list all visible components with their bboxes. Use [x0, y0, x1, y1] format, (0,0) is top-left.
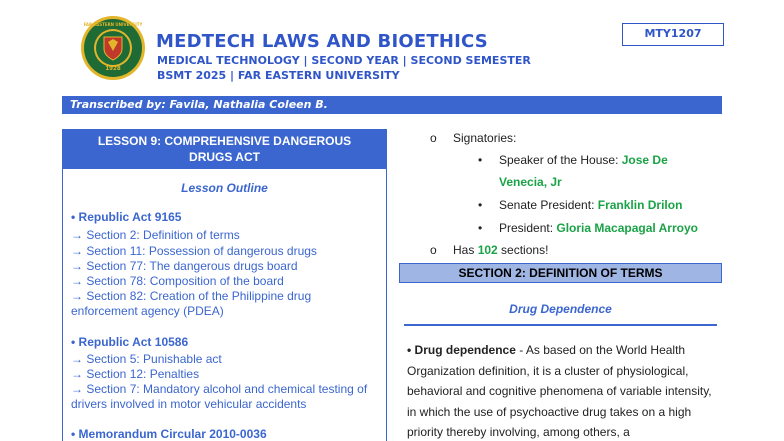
- outline-item: → Section 11: Possession of dangerous drugs: [71, 244, 317, 258]
- sections-count-note: [453, 243, 548, 257]
- outline-group-title: • Republic Act 9165: [71, 210, 182, 224]
- signatory-speaker: [499, 153, 668, 167]
- definition-paragraph: [407, 340, 719, 441]
- list-bullet: o: [430, 131, 437, 145]
- document-title: MEDTECH LAWS AND BIOETHICS: [156, 31, 488, 52]
- signatory-name: Gloria Macapagal Arroyo: [556, 221, 698, 235]
- outline-item: → Section 5: Punishable act: [71, 352, 222, 366]
- outline-item: → Section 77: The dangerous drugs board: [71, 259, 298, 273]
- sections-suffix: sections!: [497, 243, 549, 257]
- seal-year: 1928: [105, 66, 121, 72]
- subsection-heading: Drug Dependence: [509, 302, 612, 316]
- signatory-name: Franklin Drilon: [597, 198, 683, 212]
- list-bullet: o: [430, 243, 437, 257]
- signatory-president: [499, 221, 698, 235]
- outline-item: → Section 78: Composition of the board: [71, 274, 284, 288]
- outline-group-title: • Memorandum Circular 2010-0036: [71, 427, 267, 441]
- lesson-outline-box: [62, 129, 387, 441]
- outline-group-title: • Republic Act 10586: [71, 335, 189, 349]
- definition-body: - As based on the World Health Organization definition, it is a cluster of physiological, behavioral and cognitive phenomena of variable intensity, in which the use of psychoactive drug takes on a high priority thereby involving, among others, a: [407, 343, 712, 439]
- outline-item: → Section 82: Creation of the Philippine drug enforcement agency (PDEA): [71, 289, 312, 318]
- list-bullet: •: [478, 221, 483, 235]
- document-subtitle-program: MEDICAL TECHNOLOGY | SECOND YEAR | SECOND SEMESTER: [157, 54, 531, 67]
- definition-term: • Drug dependence: [407, 343, 516, 357]
- transcriber-bar: Transcribed by: Favila, Nathalia Coleen B.: [62, 96, 722, 114]
- subsection-divider: [404, 324, 717, 326]
- outline-item: → Section 12: Penalties: [71, 367, 200, 381]
- outline-item: → Section 2: Definition of terms: [71, 228, 240, 242]
- university-seal-logo: [80, 15, 146, 81]
- sections-prefix: Has: [453, 243, 478, 257]
- signatory-role: President:: [499, 221, 557, 235]
- seal-text: FAR EASTERN UNIVERSITY: [83, 22, 143, 27]
- document-subtitle-batch: BSMT 2025 | FAR EASTERN UNIVERSITY: [157, 69, 400, 82]
- signatory-role: Speaker of the House:: [499, 153, 622, 167]
- lesson-heading: LESSON 9: COMPREHENSIVE DANGEROUS DRUGS ACT: [63, 130, 386, 169]
- course-code-badge: MTY1207: [622, 23, 724, 46]
- signatory-role: Senate President:: [499, 198, 598, 212]
- section-heading: SECTION 2: DEFINITION OF TERMS: [399, 263, 722, 283]
- list-bullet: •: [478, 153, 483, 167]
- lesson-outline-title: Lesson Outline: [181, 181, 268, 195]
- outline-item: → Section 7: Mandatory alcohol and chemical testing of drivers involved in motor vehicular accidents: [71, 382, 368, 411]
- sections-count: 102: [477, 243, 498, 257]
- list-bullet: •: [478, 198, 483, 212]
- signatory-senate: [499, 198, 682, 212]
- signatories-label: Signatories:: [453, 131, 517, 145]
- signatory-name-continued: Venecia, Jr: [499, 175, 562, 189]
- signatory-name: Jose De: [621, 153, 668, 167]
